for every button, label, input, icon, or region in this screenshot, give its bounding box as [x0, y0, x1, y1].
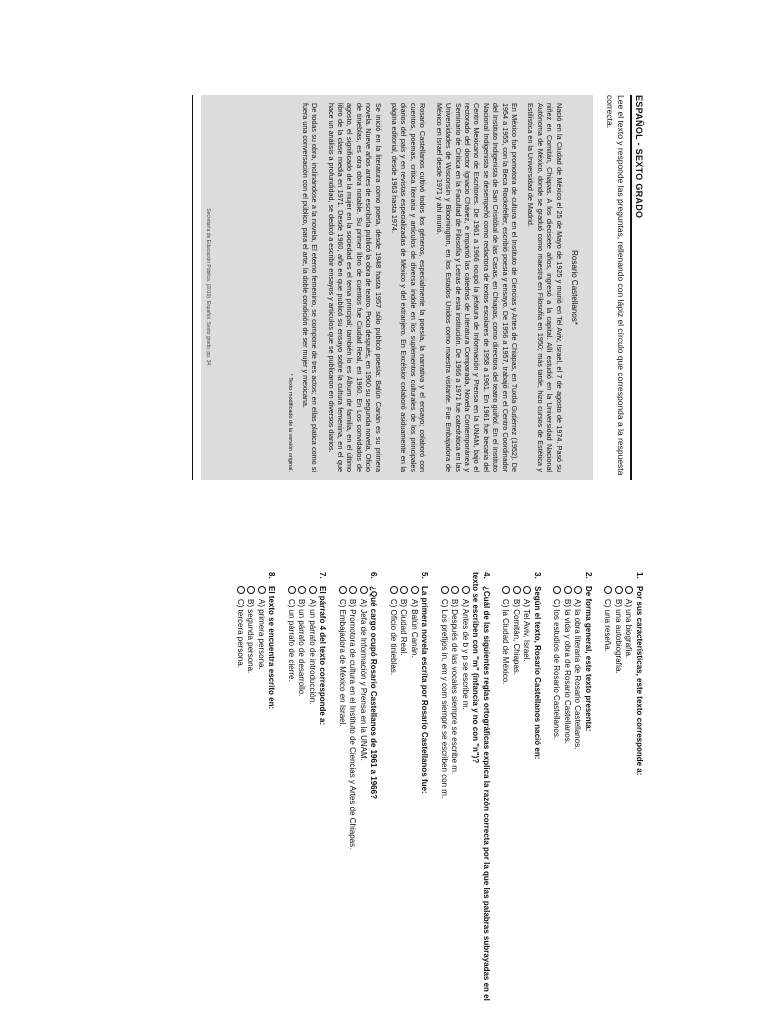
answer-bubble-icon[interactable] — [524, 586, 532, 594]
option-a[interactable]: A) Tel Aviv, Israel. — [521, 572, 532, 1012]
page-header: ESPAÑOL - SEXTO GRADO — [630, 95, 644, 480]
question-5 — [388, 572, 430, 1012]
question-1 — [602, 572, 644, 1012]
answer-bubble-icon[interactable] — [626, 586, 634, 594]
answer-bubble-icon[interactable] — [248, 586, 256, 594]
answer-bubble-icon[interactable] — [350, 586, 358, 594]
answer-bubble-icon[interactable] — [513, 586, 521, 594]
option-c[interactable]: C) los estudios de Rosario Castellanos. — [551, 572, 562, 1012]
question-number: 3. — [533, 572, 542, 579]
option-b[interactable]: B) Promotora de cultura en el Instituto de Ciencias y Artes de Chiapas. — [347, 572, 358, 1012]
question-number: 7. — [318, 572, 328, 579]
answer-bubble-icon[interactable] — [615, 586, 623, 594]
question-number: 5. — [420, 572, 430, 579]
question-stem: El texto se encuentra escrito en: — [267, 586, 277, 710]
option-b[interactable]: B) la vida y obra de Rosario Castellanos. — [562, 572, 573, 1012]
instructions: Lee el texto y responde las preguntas, rellenando con lápiz el círculo que corresponda a la respuesta correcta. — [605, 95, 626, 476]
question-stem: Por sus características, este texto corresponde a: — [635, 586, 644, 776]
option-a[interactable]: A) Antes de b y p se escribe m. — [460, 572, 471, 1012]
question-stem: Según el texto, Rosario Castellanos nació en: — [533, 586, 542, 760]
bottom-rule — [192, 95, 193, 480]
paragraph-4: Se inició en la literatura como poeta, desde 1948 hasta 1957 sólo publicó poesía: Balún Canán es su primera novela. Nueve años antes de escribirla publicó la obra de teatro. Poco después, en 1960 su segunda novela, Oficio de tinieblas, es otra obra notable. Su primer libro de cuentos fue Ciudad Real, en 1960. En Los convidados de agosto, el significado de la mujer en la sociedad es el tema principal; también lo es Álbum de familia, en el último libro de la clase media en 1971. Desde 1960, año en que publicó su ensayo sobre la cultura femenina, en el que hace un análisis a profundidad, se dedicó a escribir ensayos y artículos que se publicaron en diversos diarios. — [326, 103, 383, 472]
paragraph-2: En México fue promotora de cultura en el Instituto de Ciencias y Artes de Chiapas, en Tuxtla Gutiérrez (1952). De 1954 a 1955, con la Beca Rockefeller, escribió poesía y ensayo. De 1956 a 1957, trabajó en el Centro Coordinador del Instituto Indigenista de San Cristóbal de las Casas, en Chiapas, como directora del teatro guiñol. En el Instituto Nacional Indigenista se desempeñó como redactora de textos escolares de 1958 a 1961. En 1961 fue becaria del Centro Mexicano de Escritores. De 1961 a 1966 ocupó la jefatura de Información y Prensa en la UNAM, bajo el rectorado del doctor Ignacio Chávez, e impartió las cátedras de Literatura Comparada, Novela Contemporánea y Seminario de Crítica en la Facultad de Filosofía y Letras de esta institución. De 1966 a 1971 fue catedrática en las Universidades de Wisconsin y Bloomington, en los Estados Unidos como maestra visitante. Fue Embajadora de México en Israel desde 1971 y ahí murió. — [434, 103, 519, 472]
option-c[interactable]: C) tercera persona. — [235, 572, 246, 1012]
option-c[interactable]: C) Oficio de tinieblas. — [388, 572, 399, 1012]
answer-bubble-icon[interactable] — [237, 586, 245, 594]
question-stem: ¿Cuál de las siguientes reglas ortográficas explica la razón correcta por la que las palabras subrayadas en el texto se escriben con "m" (infancia y no con "n")? — [471, 572, 491, 1001]
option-c[interactable]: C) la Ciudad de México. — [500, 572, 511, 1012]
option-a[interactable]: A) la obra literaria de Rosario Castellanos. — [572, 572, 583, 1012]
answer-bubble-icon[interactable] — [258, 586, 266, 594]
option-a[interactable]: A) un párrafo de introducción. — [307, 572, 318, 1012]
question-number: 1. — [635, 572, 644, 579]
option-c[interactable]: C) Los prefijos in, em y com siempre se escriben con m. — [439, 572, 450, 1012]
paragraph-3: Rosario Castellanos cultivó todos los géneros, especialmente la poesía, la narrativa y el ensayo; colaboró con cuentos, poemas, crítica literaria y artículos de diversa índole en los suplementos culturales de los principales diarios del país y en revistas especializadas de México y del extranjero. En Excélsior colaboró asiduamente en la página editorial, desde 1963 hasta 1974. — [390, 103, 428, 472]
answer-bubble-icon[interactable] — [503, 586, 511, 594]
option-b[interactable]: B) una autobiografía. — [613, 572, 624, 1012]
option-a[interactable]: A) Balún Canán. — [409, 572, 420, 1012]
paragraph-5: De todas su obra, inclinándose a la novela, El eterno femenino, se compone de tres actos; en ellas platica como si fuera una conversación con el público, para el arte, la doble condición de ser mujer y mexicana. — [300, 103, 320, 472]
option-a[interactable]: A) una biografía. — [623, 572, 634, 1012]
option-b[interactable]: B) segunda persona. — [245, 572, 256, 1012]
answer-bubble-icon[interactable] — [575, 586, 583, 594]
question-2 — [551, 572, 593, 1012]
question-3 — [500, 572, 542, 1012]
question-7 — [286, 572, 328, 1012]
question-stem: ¿Qué cargo ocupó Rosario Castellanos de 1961 a 1966? — [369, 586, 379, 799]
answer-bubble-icon[interactable] — [401, 586, 409, 594]
answer-bubble-icon[interactable] — [441, 586, 449, 594]
answer-bubble-icon[interactable] — [554, 586, 562, 594]
option-a[interactable]: A) primera persona. — [256, 572, 267, 1012]
question-list — [226, 572, 645, 1012]
answer-bubble-icon[interactable] — [390, 586, 398, 594]
answer-bubble-icon[interactable] — [462, 586, 470, 594]
option-b[interactable]: B) un párrafo de desarrollo. — [296, 572, 307, 1012]
question-number: 6. — [369, 572, 379, 579]
answer-bubble-icon[interactable] — [299, 586, 307, 594]
question-number: 4. — [482, 572, 491, 579]
option-b[interactable]: B) Después de las vocales siempre se escribe m. — [449, 572, 460, 1012]
question-number: 8. — [267, 572, 277, 579]
question-number: 2. — [584, 572, 593, 579]
answer-bubble-icon[interactable] — [564, 586, 572, 594]
answer-bubble-icon[interactable] — [339, 586, 347, 594]
option-c[interactable]: C) un párrafo de cierre. — [286, 572, 297, 1012]
option-c[interactable]: C) una reseña. — [602, 572, 613, 1012]
answer-bubble-icon[interactable] — [309, 586, 317, 594]
answer-bubble-icon[interactable] — [288, 586, 296, 594]
paragraph-1: Nació en la Ciudad de México el 25 de Mayo de 1925 y murió en Tel Aviv, Israel, el 7 de agosto de 1974. Pasó su niñez en Comitán, Chiapas. A los diecisiete años, ingresó a la capital. Allí estudió en la Universidad Nacional Autónoma de México, donde se graduó como maestra en Filosofía en 1950; más tarde, hizo cursos de Estética y Estilística en la Universidad de Madrid. — [526, 103, 564, 472]
option-a[interactable]: A) Jefa de Información y Prensa en la UNAM. — [358, 572, 369, 1012]
answer-bubble-icon[interactable] — [360, 586, 368, 594]
answer-bubble-icon[interactable] — [452, 586, 460, 594]
question-stem: De forma general, este texto presenta: — [584, 586, 593, 732]
reading-passage — [201, 95, 593, 480]
question-8 — [235, 572, 277, 1012]
question-stem: El párrafo 4 del texto corresponde a: — [318, 586, 328, 726]
source-credit: Secretaría de Educación Pública. (2010). Español. Sexto grado, pp. 34. — [205, 208, 211, 367]
question-6 — [337, 572, 379, 1012]
answer-bubble-icon[interactable] — [605, 586, 613, 594]
question-4 — [439, 572, 492, 1012]
answer-bubble-icon[interactable] — [411, 586, 419, 594]
option-b[interactable]: B) Comitán, Chiapas. — [511, 572, 522, 1012]
question-stem: La primera novela escrita por Rosario Castellanos fue: — [420, 586, 430, 794]
option-c[interactable]: C) Embajadora de México en Israel. — [337, 572, 348, 1012]
option-b[interactable]: B) Ciudad Real. — [398, 572, 409, 1012]
footnote: * Texto modificado de la versión original. — [287, 373, 294, 472]
reading-title: Rosario Castellanos* — [570, 250, 579, 325]
